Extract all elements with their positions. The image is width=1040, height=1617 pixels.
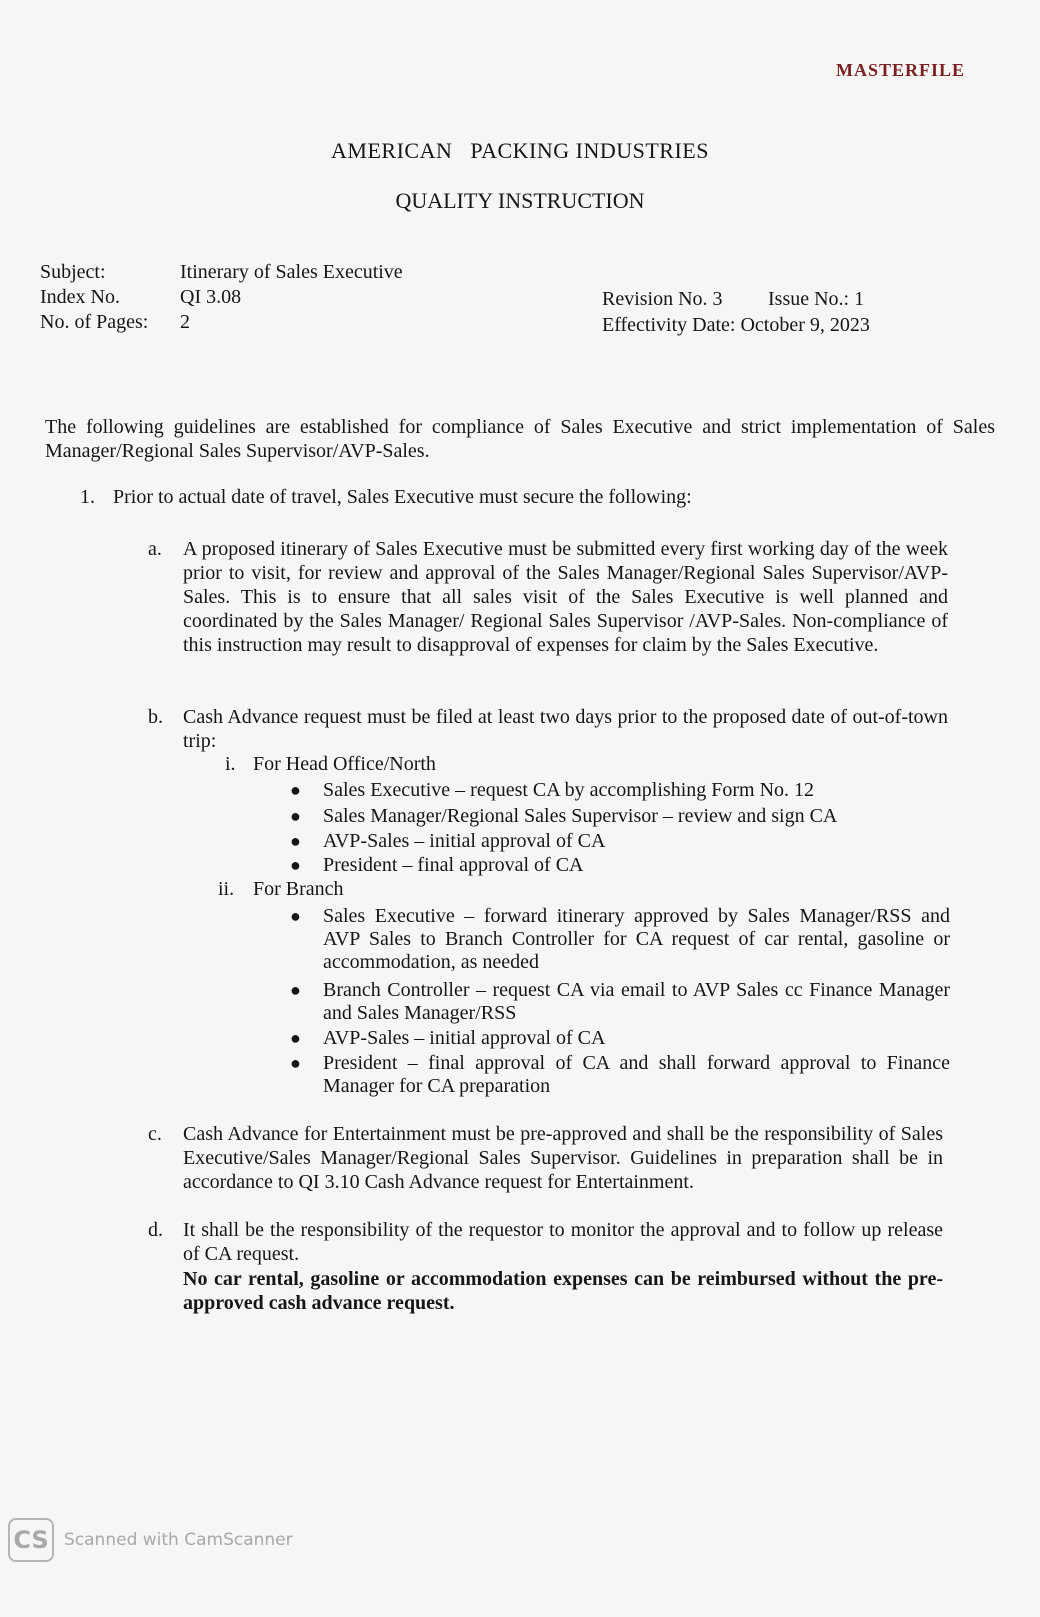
bullet-dot-icon: ● [290, 806, 301, 826]
item-b-letter: b. [148, 706, 163, 728]
subject-label: Subject: [40, 261, 106, 283]
item-d-text: It shall be the responsibility of the requestor to monitor the approval and to follow up release of CA request. [183, 1219, 943, 1265]
subject-value: Itinerary of Sales Executive [180, 261, 403, 283]
effectivity-date: Effectivity Date: October 9, 2023 [602, 314, 870, 336]
bullet-dot-icon: ● [290, 1053, 301, 1073]
bullet-text: AVP-Sales – initial approval of CA [323, 1027, 606, 1049]
bullet-dot-icon: ● [290, 1028, 301, 1048]
item-1-text: Prior to actual date of travel, Sales Executive must secure the following: [113, 486, 692, 508]
item-c-text: Cash Advance for Entertainment must be pre-approved and shall be the responsibility of Sales Executive/Sales Manager/Regional Sales Supervisor. Guidelines in preparation shall be in accordance to QI 3.10 Cash Advance request for Entertainment. [183, 1123, 943, 1193]
pages-value: 2 [180, 311, 190, 333]
revision-number: Revision No. 3 [602, 288, 723, 310]
bullet-text: AVP-Sales – initial approval of CA [323, 830, 606, 852]
pages-label: No. of Pages: [40, 311, 149, 333]
item-b-ii-number: ii. [218, 878, 235, 900]
item-b-i-label: For Head Office/North [253, 753, 436, 775]
bullet-dot-icon: ● [290, 906, 301, 926]
bullet-text: Sales Executive – request CA by accomplishing Form No. 12 [323, 779, 815, 801]
camscanner-logo-icon: CS [8, 1518, 54, 1562]
bullet-text: Branch Controller – request CA via email to AVP Sales cc Finance Manager and Sales Manager/RSS [323, 979, 950, 1024]
bullet-item [290, 1052, 950, 1098]
scanner-watermark [8, 1515, 293, 1565]
bullet-dot-icon: ● [290, 780, 301, 800]
item-b-ii-label: For Branch [253, 878, 344, 900]
bullet-item [290, 805, 950, 828]
bullet-dot-icon: ● [290, 831, 301, 851]
item-1-number: 1. [80, 486, 95, 508]
index-label: Index No. [40, 286, 120, 308]
bullet-item [290, 779, 950, 802]
index-value: QI 3.08 [180, 286, 242, 308]
item-a-letter: a. [148, 538, 162, 560]
bullet-item [290, 979, 950, 1025]
bullet-item [290, 905, 950, 974]
bullet-item [290, 1027, 950, 1050]
item-c-letter: c. [148, 1123, 162, 1145]
bullet-text: Sales Executive – forward itinerary approved by Sales Manager/RSS and AVP Sales to Branch Controller for CA request of car rental, gasoline or accommodation, as needed [323, 905, 950, 973]
masterfile-stamp: MASTERFILE [835, 60, 965, 80]
bullet-item [290, 830, 950, 853]
bullet-text: Sales Manager/Regional Sales Supervisor – review and sign CA [323, 805, 838, 827]
bullet-text: President – final approval of CA [323, 854, 584, 876]
document-type: QUALITY INSTRUCTION [395, 188, 645, 213]
item-d-letter: d. [148, 1219, 163, 1241]
issue-number: Issue No.: 1 [768, 288, 865, 310]
bullet-text: President – final approval of CA and shall forward approval to Finance Manager for CA preparation [323, 1052, 950, 1097]
bullet-dot-icon: ● [290, 855, 301, 875]
bullet-item [290, 854, 950, 877]
scanner-text: Scanned with CamScanner [64, 1530, 293, 1550]
bullet-dot-icon: ● [290, 980, 301, 1000]
company-name: AMERICAN PACKING INDUSTRIES [331, 138, 709, 163]
item-d-note: No car rental, gasoline or accommodation expenses can be reimbursed without the pre-approved cash advance request. [183, 1268, 943, 1314]
intro-paragraph: The following guidelines are established for compliance of Sales Executive and strict implementation of Sales Manager/Regional Sales Supervisor/AVP-Sales. [45, 416, 995, 462]
item-a-text: A proposed itinerary of Sales Executive must be submitted every first working day of the week prior to visit, for review and approval of the Sales Manager/Regional Sales Supervisor/AVP-Sales. This is to ensure that all sales visit of the Sales Executive is well planned and coordinated by the Sales Manager/ Regional Sales Supervisor /AVP-Sales. Non-compliance of this instruction may result to disapproval of expenses for claim by the Sales Executive. [183, 538, 948, 656]
item-b-i-number: i. [225, 753, 236, 775]
item-b-text: Cash Advance request must be filed at least two days prior to the proposed date of out-of-town trip: [183, 706, 948, 752]
